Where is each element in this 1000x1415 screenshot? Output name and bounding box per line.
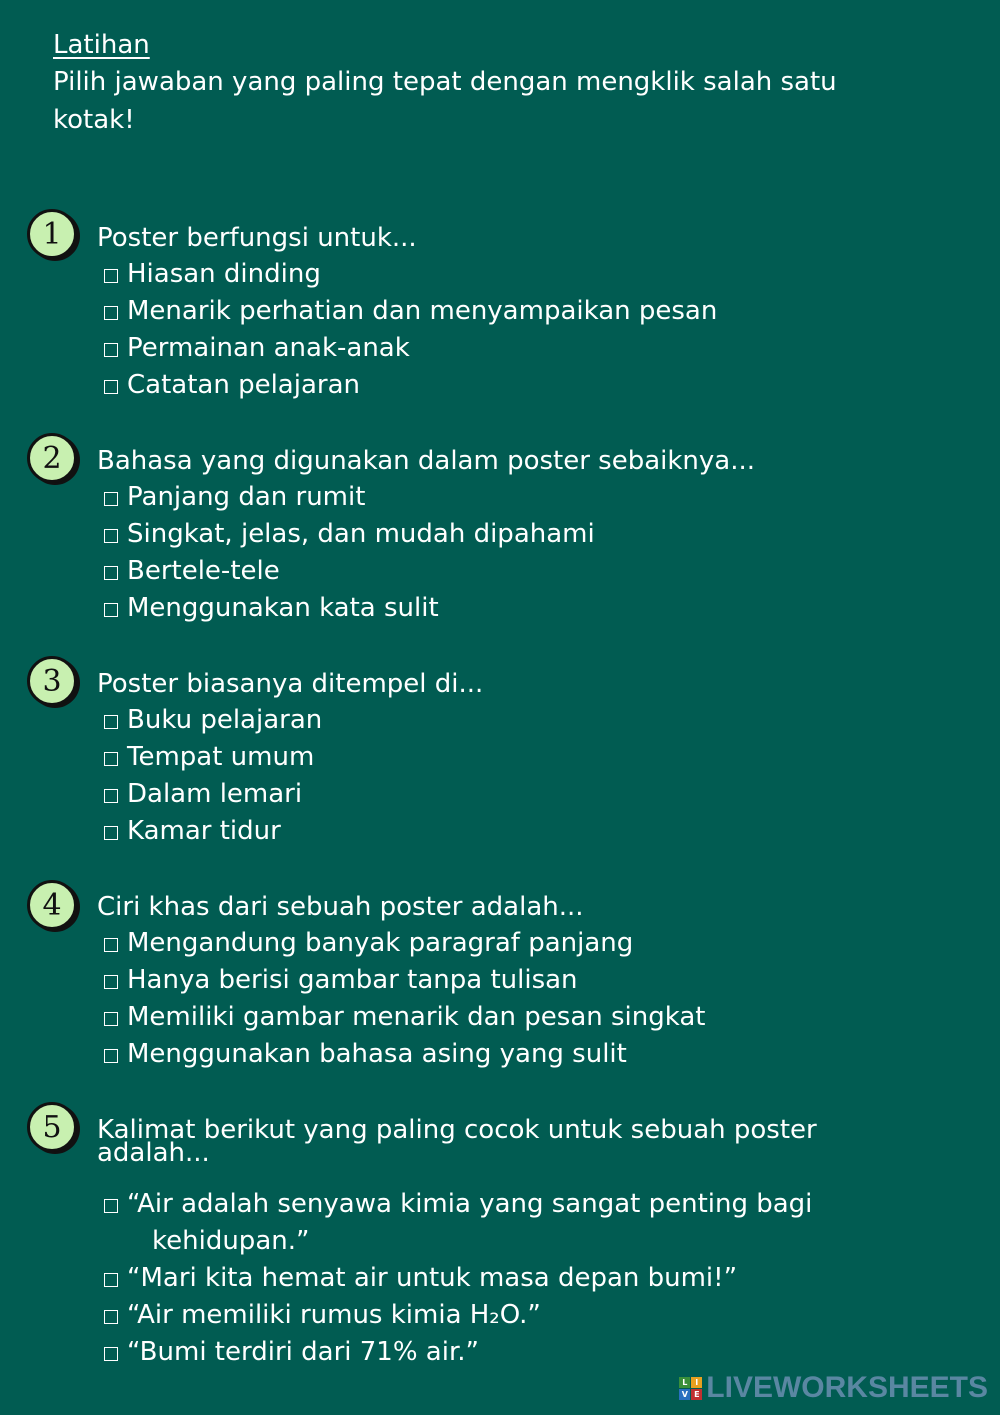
option-4[interactable]	[104, 813, 964, 850]
option-2[interactable]	[104, 293, 964, 330]
option-label	[127, 1186, 812, 1260]
question-text	[97, 1115, 937, 1168]
option-1[interactable]	[104, 1186, 964, 1260]
question-text: Bahasa yang digunakan dalam poster sebaiknya...	[97, 446, 756, 476]
option-label: “Bumi terdiri dari 71% air.”	[127, 1337, 479, 1367]
question-number-badge: 1	[27, 209, 77, 259]
option-label: Kamar tidur	[127, 816, 281, 846]
option-3[interactable]	[104, 1297, 964, 1334]
page-title: Latihan	[53, 30, 150, 60]
checkbox[interactable]	[104, 975, 118, 989]
option-3[interactable]	[104, 330, 964, 367]
checkbox[interactable]	[104, 269, 118, 283]
option-4[interactable]	[104, 367, 964, 404]
option-list	[104, 702, 964, 850]
option-3[interactable]	[104, 553, 964, 590]
option-label: Buku pelajaran	[127, 705, 323, 735]
checkbox[interactable]	[104, 789, 118, 803]
instruction-line-1: Pilih jawaban yang paling tepat dengan mengklik salah satu	[53, 67, 837, 97]
checkbox[interactable]	[104, 492, 118, 506]
header	[53, 27, 953, 139]
option-label: Panjang dan rumit	[127, 482, 366, 512]
question-text: Poster biasanya ditempel di...	[97, 669, 484, 699]
checkbox[interactable]	[104, 938, 118, 952]
option-1[interactable]	[104, 479, 964, 516]
option-label: Mengandung banyak paragraf panjang	[127, 928, 634, 958]
checkbox[interactable]	[104, 603, 118, 617]
option-label: Hiasan dinding	[127, 259, 321, 289]
checkbox[interactable]	[104, 1049, 118, 1063]
liveworksheets-logo-icon: L I V E	[679, 1377, 702, 1400]
option-label: Permainan anak-anak	[127, 333, 410, 363]
checkbox[interactable]	[104, 566, 118, 580]
option-list	[104, 479, 964, 627]
question-text: Ciri khas dari sebuah poster adalah...	[97, 892, 584, 922]
option-3[interactable]	[104, 999, 964, 1036]
option-3[interactable]	[104, 776, 964, 813]
checkbox[interactable]	[104, 306, 118, 320]
option-list	[104, 1186, 964, 1371]
option-2[interactable]	[104, 1260, 964, 1297]
option-1[interactable]	[104, 702, 964, 739]
option-list	[104, 925, 964, 1073]
question-number-badge: 2	[27, 433, 77, 483]
liveworksheets-watermark	[679, 1371, 988, 1405]
option-label-line-1: “Air adalah senyawa kimia yang sangat penting bagi	[127, 1189, 813, 1219]
option-label: “Mari kita hemat air untuk masa depan bumi!”	[127, 1263, 738, 1293]
option-2[interactable]	[104, 739, 964, 776]
option-label: Hanya berisi gambar tanpa tulisan	[127, 965, 578, 995]
checkbox[interactable]	[104, 1273, 118, 1287]
option-label: Catatan pelajaran	[127, 370, 360, 400]
question-text: Poster berfungsi untuk...	[97, 223, 417, 253]
option-2[interactable]	[104, 962, 964, 999]
option-label: “Air memiliki rumus kimia H₂O.”	[127, 1300, 541, 1330]
checkbox[interactable]	[104, 1199, 118, 1213]
option-label-line-2: kehidupan.”	[152, 1226, 310, 1256]
option-label: Dalam lemari	[127, 779, 303, 809]
option-label: Menggunakan kata sulit	[127, 593, 439, 623]
checkbox[interactable]	[104, 752, 118, 766]
option-1[interactable]	[104, 925, 964, 962]
question-text-line-2: adalah...	[97, 1138, 210, 1168]
option-label: Tempat umum	[127, 742, 315, 772]
checkbox[interactable]	[104, 1310, 118, 1324]
checkbox[interactable]	[104, 380, 118, 394]
option-label: Menarik perhatian dan menyampaikan pesan	[127, 296, 718, 326]
option-4[interactable]	[104, 1334, 964, 1371]
option-label: Menggunakan bahasa asing yang sulit	[127, 1039, 627, 1069]
option-4[interactable]	[104, 590, 964, 627]
checkbox[interactable]	[104, 826, 118, 840]
instruction-text	[53, 63, 953, 139]
option-label: Singkat, jelas, dan mudah dipahami	[127, 519, 595, 549]
option-label: Memiliki gambar menarik dan pesan singkat	[127, 1002, 706, 1032]
question-number-badge: 5	[27, 1102, 77, 1152]
question-number-badge: 4	[27, 880, 77, 930]
question-text-line-1: Kalimat berikut yang paling cocok untuk sebuah poster	[97, 1115, 817, 1145]
watermark-text: LIVEWORKSHEETS	[706, 1371, 988, 1404]
question-number-badge: 3	[27, 656, 77, 706]
option-4[interactable]	[104, 1036, 964, 1073]
option-list	[104, 256, 964, 404]
instruction-line-2: kotak!	[53, 105, 135, 135]
checkbox[interactable]	[104, 529, 118, 543]
checkbox[interactable]	[104, 1347, 118, 1361]
option-1[interactable]	[104, 256, 964, 293]
option-2[interactable]	[104, 516, 964, 553]
option-label: Bertele-tele	[127, 556, 280, 586]
checkbox[interactable]	[104, 715, 118, 729]
checkbox[interactable]	[104, 343, 118, 357]
checkbox[interactable]	[104, 1012, 118, 1026]
